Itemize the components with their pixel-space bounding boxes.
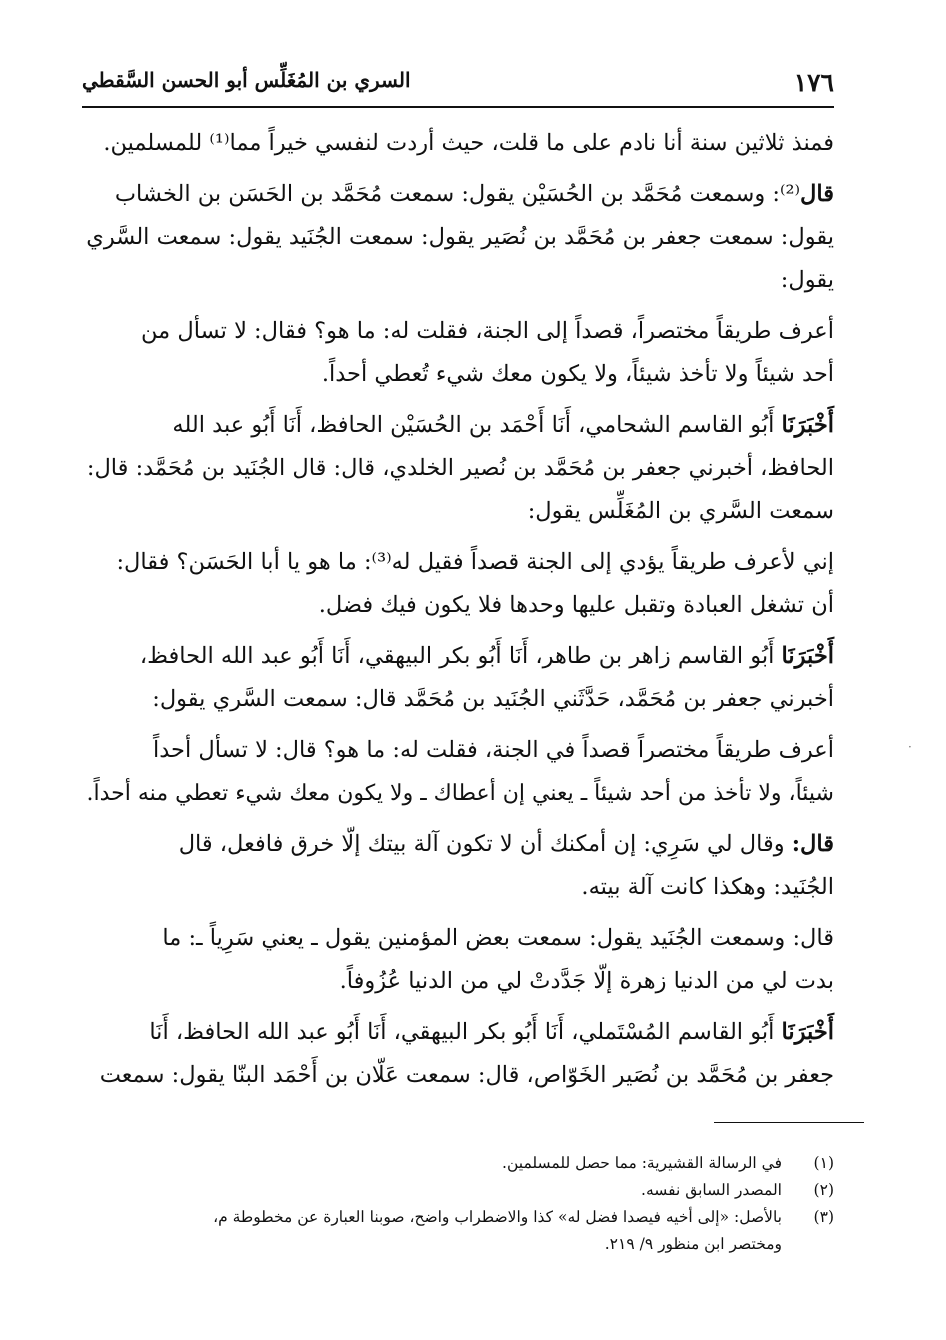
text-line	[82, 404, 834, 447]
paragraph	[82, 404, 834, 533]
lead-word: أَخْبَرَنَا	[781, 1019, 834, 1045]
main-text	[82, 122, 834, 1105]
text-line	[82, 353, 834, 396]
paragraph	[82, 173, 834, 302]
text-line	[82, 772, 834, 815]
text-line	[82, 541, 834, 584]
paragraph	[82, 729, 834, 815]
line-text: الحافظ، أخبرني جعفر بن مُحَمَّد بن نُصير الخلدي، قال: قال الجُنَيد بن مُحَمَّد: قال:	[86, 455, 834, 481]
paragraph	[82, 122, 834, 165]
text-line	[82, 678, 834, 721]
line-text: أَبُو القاسم زاهر بن طاهر، أَنَا أَبُو بكر البيهقي، أَنَا أَبُو عبد الله الحافظ،	[139, 643, 782, 669]
running-title: السري بن المُغَلِّس أبو الحسن السَّقطي	[82, 68, 411, 92]
footnote	[82, 1177, 834, 1204]
text-line	[82, 635, 834, 678]
text-line	[82, 447, 834, 490]
lead-word: أَخْبَرَنَا	[781, 412, 834, 438]
line-text: يقول:	[780, 267, 834, 293]
footnote-number: (٣)	[813, 1208, 834, 1226]
line-text: بدت لي من الدنيا زهرة إلّا جَدَّدتْ لي من الدنيا عُزُوفاً.	[339, 968, 834, 994]
footnote-text: بالأصل: «إلى أخيه فيصدا فضل له» كذا والاضطراب واضح، صوبنا العبارة عن مخطوطة م،	[213, 1208, 782, 1226]
line-text: أن تشغل العبادة وتقبل عليها وحدها فلا يكون فيك فضل.	[318, 592, 834, 618]
scan-speck: ·	[908, 740, 912, 754]
text-line	[82, 917, 834, 960]
text-line	[82, 1011, 834, 1054]
paragraph	[82, 310, 834, 396]
text-line	[82, 216, 834, 259]
page-header	[82, 60, 834, 108]
text-line	[82, 122, 834, 165]
footnote-number: (١)	[813, 1154, 834, 1172]
line-text: قال: وسمعت الجُنَيد يقول: سمعت بعض المؤمنين يقول ـ يعني سَرِياً ـ: ما	[162, 925, 834, 951]
page-number: ١٧٦	[793, 68, 834, 97]
footnote-text: في الرسالة القشيرية: مما حصل للمسلمين.	[502, 1154, 782, 1172]
line-text: وقال لي سَرِي: إن أمكنك أن لا تكون آلة بيتك إلّا خرق فافعل، قال	[178, 831, 792, 857]
lead-word: قال:	[791, 831, 834, 857]
text-line	[82, 1054, 834, 1097]
paragraph	[82, 917, 834, 1003]
paragraph	[82, 1011, 834, 1097]
text-line	[82, 866, 834, 909]
line-text: جعفر بن مُحَمَّد بن نُصَير الخَوّاص، قال: سمعت عَلّان بن أَحْمَد البنّا يقول: سمعت	[99, 1062, 834, 1088]
line-text: إني لأعرف طريقاً يؤدي إلى الجنة قصداً فقيل له⁽³⁾: ما هو يا أبا الحَسَن؟ فقال:	[116, 549, 834, 575]
text-line	[82, 173, 834, 216]
paragraph	[82, 541, 834, 627]
line-text: أَبُو القاسم المُسْتَملي، أَنَا أَبُو بكر البيهقي، أَنَا أَبُو عبد الله الحافظ، أَنَا	[149, 1019, 782, 1045]
text-line	[82, 490, 834, 533]
line-text: أعرف طريقاً مختصراً، قصداً إلى الجنة، فقلت له: ما هو؟ فقال: لا تسأل من	[141, 318, 834, 344]
text-line	[82, 729, 834, 772]
text-line	[82, 823, 834, 866]
line-text: أحد شيئاً ولا تأخذ شيئاً، ولا يكون معك شيء تُعطي أحداً.	[321, 361, 834, 387]
text-line	[82, 259, 834, 302]
footnote	[82, 1150, 834, 1177]
text-line	[82, 584, 834, 627]
line-text: شيئاً، ولا تأخذ من أحد شيئاً ـ يعني إن أعطاك ـ ولا يكون معك شيء تعطي منه أحداً.	[86, 781, 834, 806]
footnote-text: ومختصر ابن منظور ٩/ ٢١٩.	[604, 1235, 782, 1253]
footnote	[82, 1204, 834, 1258]
text-line	[82, 310, 834, 353]
paragraph	[82, 635, 834, 721]
line-text: أَبُو القاسم الشحامي، أَنَا أَحْمَد بن الحُسَيْن الحافظ، أَنَا أَبُو عبد الله	[172, 412, 782, 438]
lead-word: قال	[800, 181, 834, 207]
footnote-number: (٢)	[813, 1181, 834, 1199]
line-text: يقول: سمعت جعفر بن مُحَمَّد بن نُصَير يقول: سمعت الجُنَيد يقول: سمعت السَّري	[86, 224, 834, 250]
text-line	[82, 960, 834, 1003]
footnote-separator	[714, 1122, 864, 1123]
line-text: فمنذ ثلاثين سنة أنا نادم على ما قلت، حيث أردت لنفسي خيراً مما⁽¹⁾ للمسلمين.	[103, 130, 834, 156]
line-text: الجُنَيد: وهكذا كانت آلة بيته.	[581, 874, 834, 900]
footnote-text: المصدر السابق نفسه.	[641, 1181, 782, 1199]
lead-word: أَخْبَرَنَا	[781, 643, 834, 669]
footnotes	[82, 1150, 834, 1258]
line-text: أعرف طريقاً مختصراً قصداً في الجنة، فقلت له: ما هو؟ قال: لا تسأل أحداً	[153, 737, 834, 763]
line-text: أخبرني جعفر بن مُحَمَّد، حَدَّثَني الجُنَيد بن مُحَمَّد قال: سمعت السَّري يقول:	[152, 686, 834, 712]
line-text: سمعت السَّري بن المُغَلِّس يقول:	[527, 498, 834, 524]
paragraph	[82, 823, 834, 909]
line-text: ⁽²⁾: وسمعت مُحَمَّد بن الحُسَيْن يقول: سمعت مُحَمَّد بن الحَسَن بن الخشاب	[114, 181, 801, 207]
